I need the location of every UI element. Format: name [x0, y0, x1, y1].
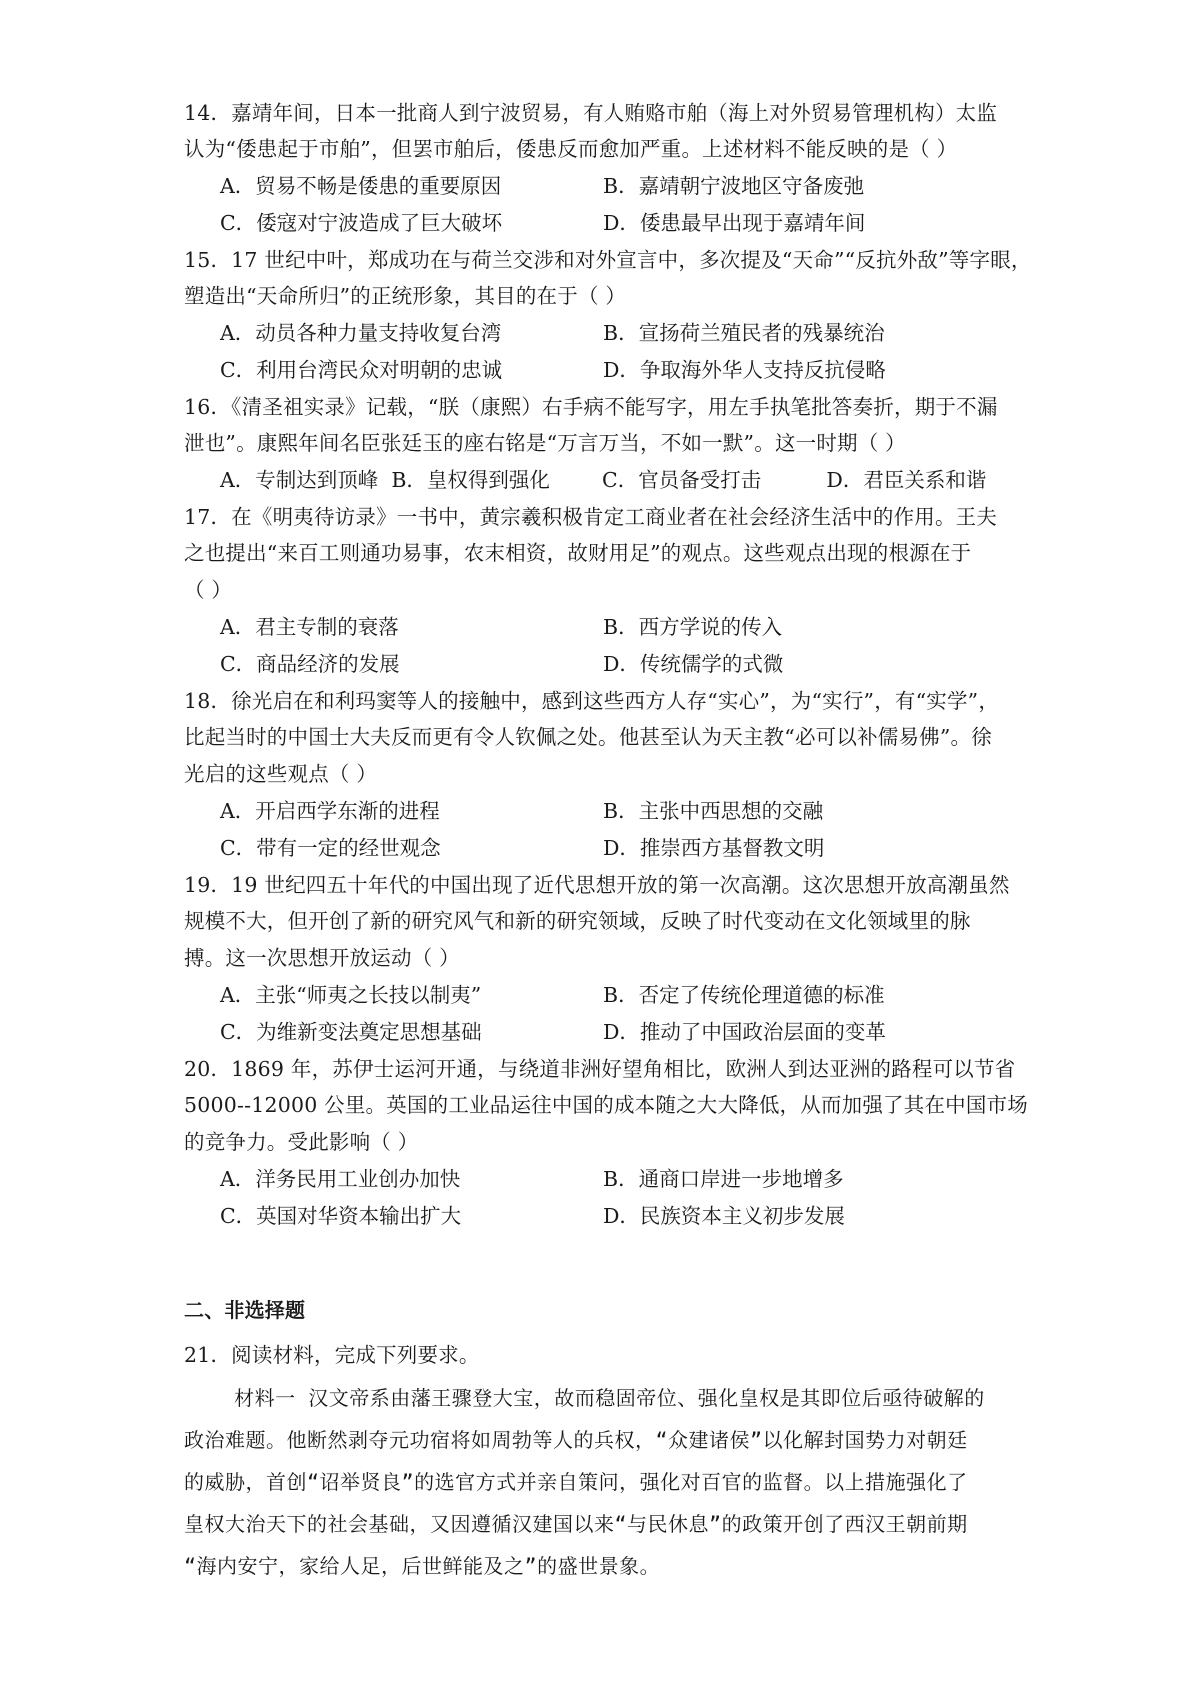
q18-stem-line1: 18．徐光启在和利玛窦等人的接触中，感到这些西方人存“实心”，为“实行”，有“实学”， [184, 689, 1000, 713]
q15-stem-line2: 塑造出“天命所归”的正统形象，其目的在于（ ） [184, 284, 627, 308]
q21-material-line3: 的威胁，首创“诏举贤良”的选官方式并亲自策问，强化对百官的监督。以上措施强化了 [184, 1470, 968, 1494]
q21-material-line2: 政治难题。他断然剥夺元功宿将如周勃等人的兵权，“众建诸侯”以化解封国势力对朝廷 [184, 1428, 968, 1452]
q18-option-b: B．主张中西思想的交融 [603, 799, 824, 823]
q14-option-b: B．嘉靖朝宁波地区守备废弛 [603, 174, 865, 198]
q20-option-a: A．洋务民用工业创办加快 [220, 1167, 461, 1191]
q18-stem-line2: 比起当时的中国士大夫反而更有令人钦佩之处。他甚至认为天主教“必可以补儒易佛”。徐 [184, 725, 992, 749]
q20-stem-line3: 的竞争力。受此影响（ ） [184, 1130, 419, 1154]
q18-option-c: C．带有一定的经世观念 [220, 836, 441, 860]
q19-option-d: D．推动了中国政治层面的变革 [603, 1020, 886, 1044]
q15-stem-line1: 15．17 世纪中叶，郑成功在与荷兰交涉和对外宣言中，多次提及“天命”“反抗外敌”等字眼， [184, 248, 1032, 272]
q16-stem-line2: 泄也”。康熙年间名臣张廷玉的座右铭是“万言万当，不如一默”。这一时期（ ） [184, 431, 906, 455]
q19-option-b: B．否定了传统伦理道德的标准 [603, 983, 885, 1007]
q21-material-line5: “海内安宁，家给人足，后世鲜能及之”的盛世景象。 [184, 1554, 661, 1578]
q16-stem-line1: 16．《清圣祖实录》记载，“朕（康熙）右手病不能写字，用左手执笔批答奏折，期于不漏 [184, 395, 998, 419]
q15-option-a: A．动员各种力量支持收复台湾 [220, 321, 502, 345]
q21-material-line1: 材料一 汉文帝系由藩王骤登大宝，故而稳固帝位、强化皇权是其即位后亟待破解的 [184, 1386, 985, 1410]
q14-stem-line1: 14．嘉靖年间，日本一批商人到宁波贸易，有人贿赂市舶（海上对外贸易管理机构）太监 [184, 101, 998, 125]
q16-options: A．专制达到顶峰 B．皇权得到强化 C．官员备受打击 D．君臣关系和谐 [220, 468, 987, 492]
section-title-non-choice: 二、非选择题 [184, 1298, 306, 1322]
q18-option-a: A．开启西学东渐的进程 [220, 799, 440, 823]
q14-option-d: D．倭患最早出现于嘉靖年间 [603, 211, 866, 235]
q14-option-a: A．贸易不畅是倭患的重要原因 [220, 174, 502, 198]
q21-material-line4: 皇权大治天下的社会基础，又因遵循汉建国以来“与民休息”的政策开创了西汉王朝前期 [184, 1512, 968, 1536]
q18-stem-line3: 光启的这些观点（ ） [184, 762, 378, 786]
q19-stem-line3: 搏。这一次思想开放运动（ ） [184, 946, 460, 970]
q19-option-c: C．为维新变法奠定思想基础 [220, 1020, 482, 1044]
q21-intro: 21．阅读材料，完成下列要求。 [184, 1343, 480, 1367]
q17-stem-line1: 17．在《明夷待访录》一书中，黄宗羲积极肯定工商业者在社会经济生活中的作用。王夫 [184, 505, 998, 529]
q20-stem-line1: 20．1869 年，苏伊士运河开通，与绕道非洲好望角相比，欧洲人到达亚洲的路程可以节省 [184, 1057, 1016, 1081]
q14-option-c: C．倭寇对宁波造成了巨大破坏 [220, 211, 503, 235]
q20-stem-line2: 5000--12000 公里。英国的工业品运往中国的成本随之大大降低，从而加强了其在中国市场 [184, 1093, 1028, 1117]
q15-option-d: D．争取海外华人支持反抗侵略 [603, 358, 886, 382]
q20-option-c: C．英国对华资本输出扩大 [220, 1204, 462, 1228]
q14-stem-line2: 认为“倭患起于市舶”，但罢市舶后，倭患反而愈加严重。上述材料不能反映的是（ ） [184, 137, 958, 161]
q18-option-d: D．推崇西方基督教文明 [603, 836, 825, 860]
q20-option-b: B．通商口岸进一步地增多 [603, 1167, 844, 1191]
q19-stem-line1: 19．19 世纪四五十年代的中国出现了近代思想开放的第一次高潮。这次思想开放高潮虽然 [184, 873, 1010, 897]
q17-stem-line3: （ ） [184, 578, 233, 602]
q15-option-b: B．宣扬荷兰殖民者的残暴统治 [603, 321, 885, 345]
q15-option-c: C．利用台湾民众对明朝的忠诚 [220, 358, 503, 382]
q17-option-b: B．西方学说的传入 [603, 615, 783, 639]
q17-stem-line2: 之也提出“来百工则通功易事，农末相资，故财用足”的观点。这些观点出现的根源在于 [184, 541, 972, 565]
q19-stem-line2: 规模不大，但开创了新的研究风气和新的研究领域，反映了时代变动在文化领域里的脉 [184, 909, 971, 933]
q20-option-d: D．民族资本主义初步发展 [603, 1204, 845, 1228]
q17-option-a: A．君主专制的衰落 [220, 615, 399, 639]
q19-option-a: A．主张“师夷之长技以制夷” [220, 983, 482, 1007]
q17-option-d: D．传统儒学的式微 [603, 652, 784, 676]
q17-option-c: C．商品经济的发展 [220, 652, 400, 676]
